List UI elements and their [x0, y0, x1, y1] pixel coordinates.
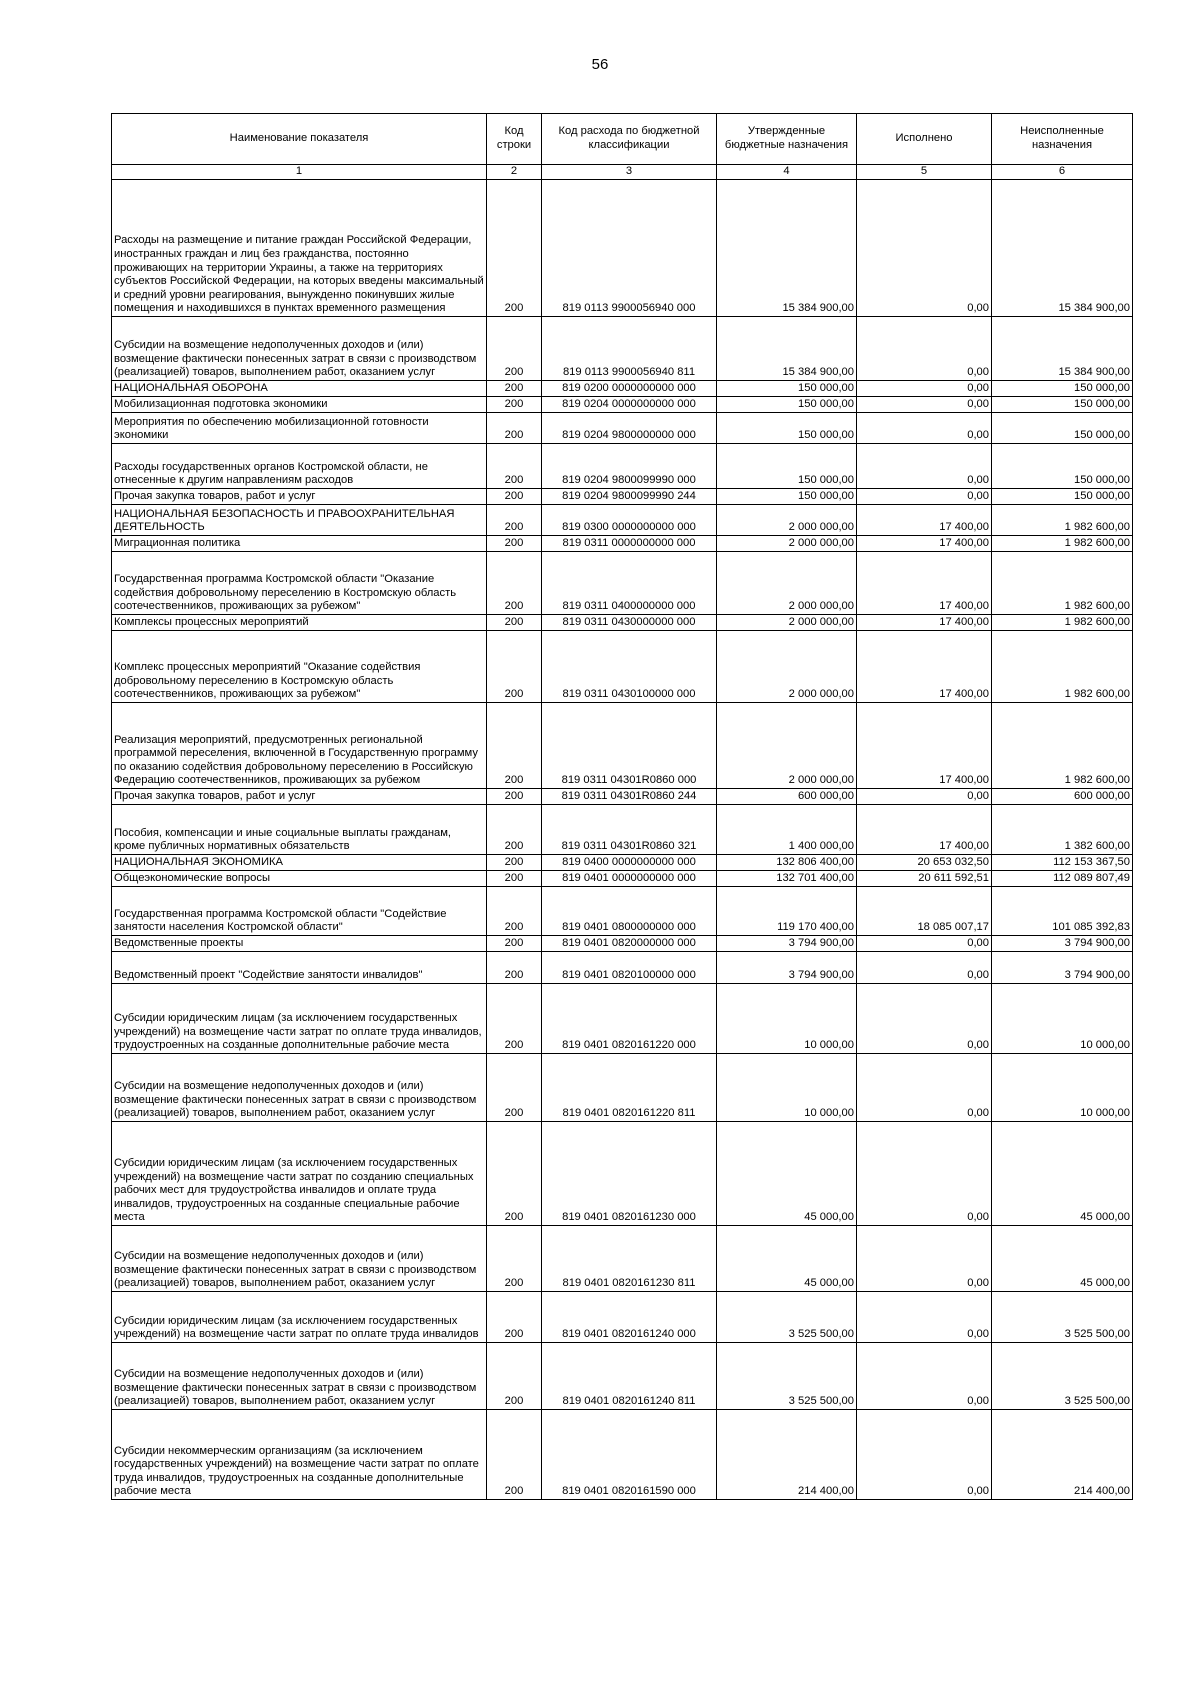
row-executed: 0,00	[857, 444, 992, 489]
row-executed: 0,00	[857, 381, 992, 397]
row-unexecuted: 150 000,00	[992, 444, 1133, 489]
row-name: Субсидии юридическим лицам (за исключением государственных учреждений) на возмещение части затрат по оплате труда инвалидов	[112, 1292, 487, 1343]
table-row	[112, 984, 1133, 1054]
row-unexecuted: 3 794 900,00	[992, 952, 1133, 984]
row-name: Ведомственные проекты	[112, 936, 487, 952]
table-row	[112, 552, 1133, 615]
table-row	[112, 444, 1133, 489]
row-unexecuted: 15 384 900,00	[992, 317, 1133, 381]
row-budget-code: 819 0401 0820161240 000	[542, 1292, 717, 1343]
row-line-code: 200	[487, 317, 542, 381]
row-executed: 0,00	[857, 984, 992, 1054]
row-line-code: 200	[487, 552, 542, 615]
row-approved: 2 000 000,00	[717, 536, 857, 552]
row-approved: 15 384 900,00	[717, 180, 857, 317]
row-approved: 150 000,00	[717, 413, 857, 444]
row-executed: 17 400,00	[857, 703, 992, 789]
row-executed: 0,00	[857, 317, 992, 381]
row-unexecuted: 101 085 392,83	[992, 887, 1133, 936]
row-unexecuted: 1 982 600,00	[992, 615, 1133, 631]
row-approved: 150 000,00	[717, 444, 857, 489]
page-number: 56	[591, 56, 609, 73]
row-line-code: 200	[487, 413, 542, 444]
row-name: Прочая закупка товаров, работ и услуг	[112, 489, 487, 505]
row-unexecuted: 600 000,00	[992, 789, 1133, 805]
table-row	[112, 505, 1133, 536]
row-line-code: 200	[487, 180, 542, 317]
header-unexecuted: Неисполненные назначения	[992, 114, 1133, 165]
header-line-code: Код строки	[487, 114, 542, 165]
row-executed: 0,00	[857, 952, 992, 984]
table-row	[112, 789, 1133, 805]
row-name: Миграционная политика	[112, 536, 487, 552]
row-name: Реализация мероприятий, предусмотренных региональной программой переселения, включенной в Государственную программу по оказанию содействия добровольному переселению в Российскую Федерацию соотечественников, проживающих за рубежом	[112, 703, 487, 789]
row-unexecuted: 1 982 600,00	[992, 505, 1133, 536]
row-budget-code: 819 0311 0000000000 000	[542, 536, 717, 552]
row-name: Комплекс процессных мероприятий "Оказание содействия добровольному переселению в Костромскую область соотечественников, проживающих за рубежом"	[112, 631, 487, 703]
row-approved: 600 000,00	[717, 789, 857, 805]
row-line-code: 200	[487, 1410, 542, 1500]
row-budget-code: 819 0113 9900056940 811	[542, 317, 717, 381]
row-line-code: 200	[487, 444, 542, 489]
row-approved: 132 806 400,00	[717, 855, 857, 871]
row-unexecuted: 150 000,00	[992, 413, 1133, 444]
row-executed: 0,00	[857, 789, 992, 805]
table-body	[112, 180, 1133, 1500]
row-name: Комплексы процессных мероприятий	[112, 615, 487, 631]
row-unexecuted: 3 525 500,00	[992, 1292, 1133, 1343]
row-approved: 1 400 000,00	[717, 805, 857, 855]
row-unexecuted: 45 000,00	[992, 1226, 1133, 1292]
row-budget-code: 819 0401 0820000000 000	[542, 936, 717, 952]
row-budget-code: 819 0311 04301R0860 244	[542, 789, 717, 805]
row-line-code: 200	[487, 789, 542, 805]
row-name: Субсидии на возмещение недополученных доходов и (или) возмещение фактически понесенных затрат в связи с производством (реализацией) товаров, выполнением работ, оказанием услуг	[112, 1343, 487, 1410]
row-approved: 2 000 000,00	[717, 505, 857, 536]
row-unexecuted: 10 000,00	[992, 984, 1133, 1054]
row-unexecuted: 10 000,00	[992, 1054, 1133, 1122]
row-unexecuted: 214 400,00	[992, 1410, 1133, 1500]
row-name: Субсидии на возмещение недополученных доходов и (или) возмещение фактически понесенных затрат в связи с производством (реализацией) товаров, выполнением работ, оказанием услуг	[112, 317, 487, 381]
row-approved: 2 000 000,00	[717, 703, 857, 789]
row-executed: 0,00	[857, 1054, 992, 1122]
row-line-code: 200	[487, 397, 542, 413]
row-approved: 2 000 000,00	[717, 552, 857, 615]
header-name: Наименование показателя	[112, 114, 487, 165]
row-budget-code: 819 0401 0820161230 811	[542, 1226, 717, 1292]
row-unexecuted: 112 153 367,50	[992, 855, 1133, 871]
row-budget-code: 819 0401 0800000000 000	[542, 887, 717, 936]
row-name: Субсидии на возмещение недополученных доходов и (или) возмещение фактически понесенных затрат в связи с производством (реализацией) товаров, выполнением работ, оказанием услуг	[112, 1226, 487, 1292]
row-budget-code: 819 0401 0000000000 000	[542, 871, 717, 887]
row-line-code: 200	[487, 615, 542, 631]
table-row	[112, 1054, 1133, 1122]
table-row	[112, 381, 1133, 397]
row-name: Пособия, компенсации и иные социальные выплаты гражданам, кроме публичных нормативных обязательств	[112, 805, 487, 855]
row-name: Государственная программа Костромской области "Оказание содействия добровольному переселению в Костромскую область соотечественников, проживающих за рубежом"	[112, 552, 487, 615]
row-approved: 214 400,00	[717, 1410, 857, 1500]
row-name: Мобилизационная подготовка экономики	[112, 397, 487, 413]
header-budget-code: Код расхода по бюджетной классификации	[542, 114, 717, 165]
table-header-row	[112, 114, 1133, 165]
table-row	[112, 615, 1133, 631]
row-executed: 17 400,00	[857, 505, 992, 536]
row-line-code: 200	[487, 1054, 542, 1122]
row-approved: 45 000,00	[717, 1226, 857, 1292]
row-line-code: 200	[487, 887, 542, 936]
row-executed: 0,00	[857, 1122, 992, 1226]
row-executed: 18 085 007,17	[857, 887, 992, 936]
row-executed: 0,00	[857, 489, 992, 505]
row-budget-code: 819 0204 0000000000 000	[542, 397, 717, 413]
row-budget-code: 819 0311 04301R0860 000	[542, 703, 717, 789]
header-executed: Исполнено	[857, 114, 992, 165]
row-name: Прочая закупка товаров, работ и услуг	[112, 789, 487, 805]
row-line-code: 200	[487, 984, 542, 1054]
row-approved: 15 384 900,00	[717, 317, 857, 381]
row-approved: 150 000,00	[717, 489, 857, 505]
row-budget-code: 819 0204 9800099990 244	[542, 489, 717, 505]
row-line-code: 200	[487, 1122, 542, 1226]
row-budget-code: 819 0200 0000000000 000	[542, 381, 717, 397]
table-row	[112, 317, 1133, 381]
row-budget-code: 819 0400 0000000000 000	[542, 855, 717, 871]
row-line-code: 200	[487, 855, 542, 871]
row-budget-code: 819 0401 0820161230 000	[542, 1122, 717, 1226]
table-row	[112, 1292, 1133, 1343]
row-unexecuted: 1 982 600,00	[992, 536, 1133, 552]
row-name: Субсидии юридическим лицам (за исключением государственных учреждений) на возмещение части затрат по оплате труда инвалидов, трудоустроенных на созданные дополнительные рабочие места	[112, 984, 487, 1054]
column-number: 1	[112, 165, 487, 180]
row-line-code: 200	[487, 631, 542, 703]
row-unexecuted: 112 089 807,49	[992, 871, 1133, 887]
table-row	[112, 805, 1133, 855]
row-name: НАЦИОНАЛЬНАЯ БЕЗОПАСНОСТЬ И ПРАВООХРАНИТЕЛЬНАЯ ДЕЯТЕЛЬНОСТЬ	[112, 505, 487, 536]
row-unexecuted: 15 384 900,00	[992, 180, 1133, 317]
row-budget-code: 819 0311 04301R0860 321	[542, 805, 717, 855]
row-budget-code: 819 0113 9900056940 000	[542, 180, 717, 317]
column-number: 2	[487, 165, 542, 180]
table-row	[112, 936, 1133, 952]
row-budget-code: 819 0401 0820161240 811	[542, 1343, 717, 1410]
row-executed: 17 400,00	[857, 805, 992, 855]
table-row	[112, 413, 1133, 444]
row-name: Субсидии на возмещение недополученных доходов и (или) возмещение фактически понесенных затрат в связи с производством (реализацией) товаров, выполнением работ, оказанием услуг	[112, 1054, 487, 1122]
table-row	[112, 180, 1133, 317]
budget-report-table	[111, 113, 1133, 1500]
row-name: Мероприятия по обеспечению мобилизационной готовности экономики	[112, 413, 487, 444]
row-approved: 3 794 900,00	[717, 936, 857, 952]
column-number: 5	[857, 165, 992, 180]
row-unexecuted: 150 000,00	[992, 381, 1133, 397]
row-name: Государственная программа Костромской области "Содействие занятости населения Костромской области"	[112, 887, 487, 936]
table-row	[112, 489, 1133, 505]
header-approved: Утвержденные бюджетные назначения	[717, 114, 857, 165]
row-executed: 17 400,00	[857, 615, 992, 631]
row-budget-code: 819 0204 9800000000 000	[542, 413, 717, 444]
row-approved: 3 794 900,00	[717, 952, 857, 984]
row-approved: 150 000,00	[717, 381, 857, 397]
row-line-code: 200	[487, 936, 542, 952]
row-budget-code: 819 0311 0430100000 000	[542, 631, 717, 703]
row-budget-code: 819 0300 0000000000 000	[542, 505, 717, 536]
table-row	[112, 1226, 1133, 1292]
row-executed: 20 611 592,51	[857, 871, 992, 887]
row-approved: 3 525 500,00	[717, 1292, 857, 1343]
row-line-code: 200	[487, 536, 542, 552]
row-approved: 2 000 000,00	[717, 631, 857, 703]
row-name: НАЦИОНАЛЬНАЯ ОБОРОНА	[112, 381, 487, 397]
table-row	[112, 871, 1133, 887]
row-line-code: 200	[487, 1292, 542, 1343]
row-line-code: 200	[487, 489, 542, 505]
table-row	[112, 1122, 1133, 1226]
table-row	[112, 631, 1133, 703]
row-approved: 10 000,00	[717, 984, 857, 1054]
row-line-code: 200	[487, 805, 542, 855]
row-name: НАЦИОНАЛЬНАЯ ЭКОНОМИКА	[112, 855, 487, 871]
row-executed: 0,00	[857, 936, 992, 952]
row-approved: 45 000,00	[717, 1122, 857, 1226]
row-budget-code: 819 0401 0820161220 000	[542, 984, 717, 1054]
table-row	[112, 397, 1133, 413]
row-executed: 0,00	[857, 1343, 992, 1410]
column-number: 4	[717, 165, 857, 180]
row-executed: 0,00	[857, 413, 992, 444]
row-executed: 17 400,00	[857, 631, 992, 703]
row-unexecuted: 45 000,00	[992, 1122, 1133, 1226]
row-approved: 119 170 400,00	[717, 887, 857, 936]
row-budget-code: 819 0401 0820161220 811	[542, 1054, 717, 1122]
row-name: Субсидии юридическим лицам (за исключением государственных учреждений) на возмещение части затрат по созданию специальных рабочих мест для трудоустройства инвалидов и оплате труда инвалидов, трудоустроенных на созданные специальные рабочие места	[112, 1122, 487, 1226]
column-number-row	[112, 165, 1133, 180]
row-unexecuted: 1 982 600,00	[992, 631, 1133, 703]
row-approved: 10 000,00	[717, 1054, 857, 1122]
row-line-code: 200	[487, 703, 542, 789]
row-unexecuted: 150 000,00	[992, 489, 1133, 505]
table-row	[112, 1343, 1133, 1410]
column-number: 6	[992, 165, 1133, 180]
row-name: Субсидии некоммерческим организациям (за исключением государственных учреждений) на возмещение части затрат по оплате труда инвалидов, трудоустроенных на созданные дополнительные рабочие места	[112, 1410, 487, 1500]
row-approved: 150 000,00	[717, 397, 857, 413]
row-line-code: 200	[487, 871, 542, 887]
row-name: Расходы государственных органов Костромской области, не отнесенные к другим направлениям расходов	[112, 444, 487, 489]
row-executed: 0,00	[857, 180, 992, 317]
row-unexecuted: 1 982 600,00	[992, 703, 1133, 789]
row-approved: 132 701 400,00	[717, 871, 857, 887]
row-line-code: 200	[487, 952, 542, 984]
table-row	[112, 703, 1133, 789]
row-name: Ведомственный проект "Содействие занятости инвалидов"	[112, 952, 487, 984]
table-row	[112, 855, 1133, 871]
row-unexecuted: 1 382 600,00	[992, 805, 1133, 855]
row-executed: 0,00	[857, 1292, 992, 1343]
row-name: Расходы на размещение и питание граждан Российской Федерации, иностранных граждан и лиц без гражданства, постоянно проживающих на территории Украины, а также на территориях субъектов Российской Федерации, на которых введены максимальный и средний уровни реагирования, вынужденно покинувших жилые помещения и находившихся в пунктах временного размещения	[112, 180, 487, 317]
row-budget-code: 819 0204 9800099990 000	[542, 444, 717, 489]
table-row	[112, 1410, 1133, 1500]
row-name: Общеэкономические вопросы	[112, 871, 487, 887]
row-executed: 20 653 032,50	[857, 855, 992, 871]
column-number: 3	[542, 165, 717, 180]
row-unexecuted: 150 000,00	[992, 397, 1133, 413]
row-line-code: 200	[487, 381, 542, 397]
row-budget-code: 819 0311 0400000000 000	[542, 552, 717, 615]
row-line-code: 200	[487, 505, 542, 536]
row-approved: 2 000 000,00	[717, 615, 857, 631]
row-budget-code: 819 0401 0820161590 000	[542, 1410, 717, 1500]
row-executed: 0,00	[857, 1226, 992, 1292]
table-row	[112, 536, 1133, 552]
row-unexecuted: 1 982 600,00	[992, 552, 1133, 615]
row-executed: 17 400,00	[857, 552, 992, 615]
row-unexecuted: 3 794 900,00	[992, 936, 1133, 952]
row-executed: 17 400,00	[857, 536, 992, 552]
table-row	[112, 952, 1133, 984]
row-line-code: 200	[487, 1343, 542, 1410]
row-line-code: 200	[487, 1226, 542, 1292]
row-budget-code: 819 0311 0430000000 000	[542, 615, 717, 631]
row-executed: 0,00	[857, 1410, 992, 1500]
row-approved: 3 525 500,00	[717, 1343, 857, 1410]
row-budget-code: 819 0401 0820100000 000	[542, 952, 717, 984]
table-row	[112, 887, 1133, 936]
row-executed: 0,00	[857, 397, 992, 413]
row-unexecuted: 3 525 500,00	[992, 1343, 1133, 1410]
